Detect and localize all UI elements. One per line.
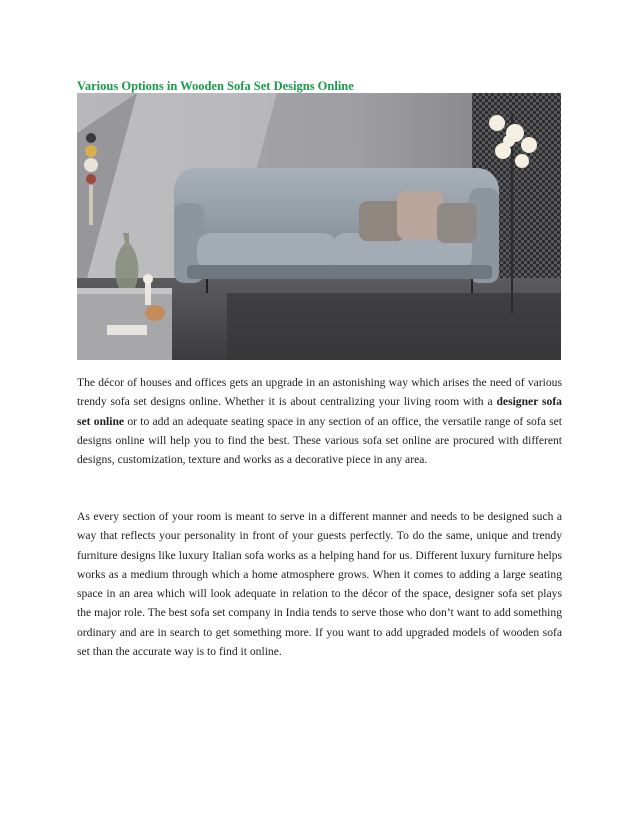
paragraph-intro xyxy=(77,373,562,469)
paragraph-body: As every section of your room is meant to serve in a different manner and needs to be designed such a way that reflects your personality in front of your guests perfectly. To do the same, unique and trendy furniture designs like luxury Italian sofa works as a helping hand for us. Different luxury furniture helps works as a medium through which a home atmosphere grows. When it comes to adding a large seating space in an area which will look adequate in relation to the décor of the space, designer sofa set plays the major role. The best sofa set company in India tends to serve those who don’t want to add something ordinary and are in search to get something more. If you want to add upgraded models of wooden sofa set than the accurate way is to find it online. xyxy=(77,510,562,659)
sofa-photo-illustration xyxy=(77,93,561,360)
sofa-photo xyxy=(77,93,561,360)
sofa-shape xyxy=(174,168,499,293)
paragraph-intro-text-2: or to add an adequate seating space in any section of an office, the versatile range of sofa set designs online will help you to find the best. These various sofa set online are procured with different designs, customization, texture and works as a decorative piece in any area. xyxy=(77,414,562,467)
document-title: Various Options in Wooden Sofa Set Designs Online xyxy=(77,79,354,93)
designer-sofa-link-text: designer sofa set online xyxy=(77,395,562,428)
paragraph-intro-text-1: The décor of houses and offices gets an upgrade in an astonishing way which arises the need of various trendy sofa set designs online. Whether it is about centralizing your living room with a xyxy=(77,376,562,409)
